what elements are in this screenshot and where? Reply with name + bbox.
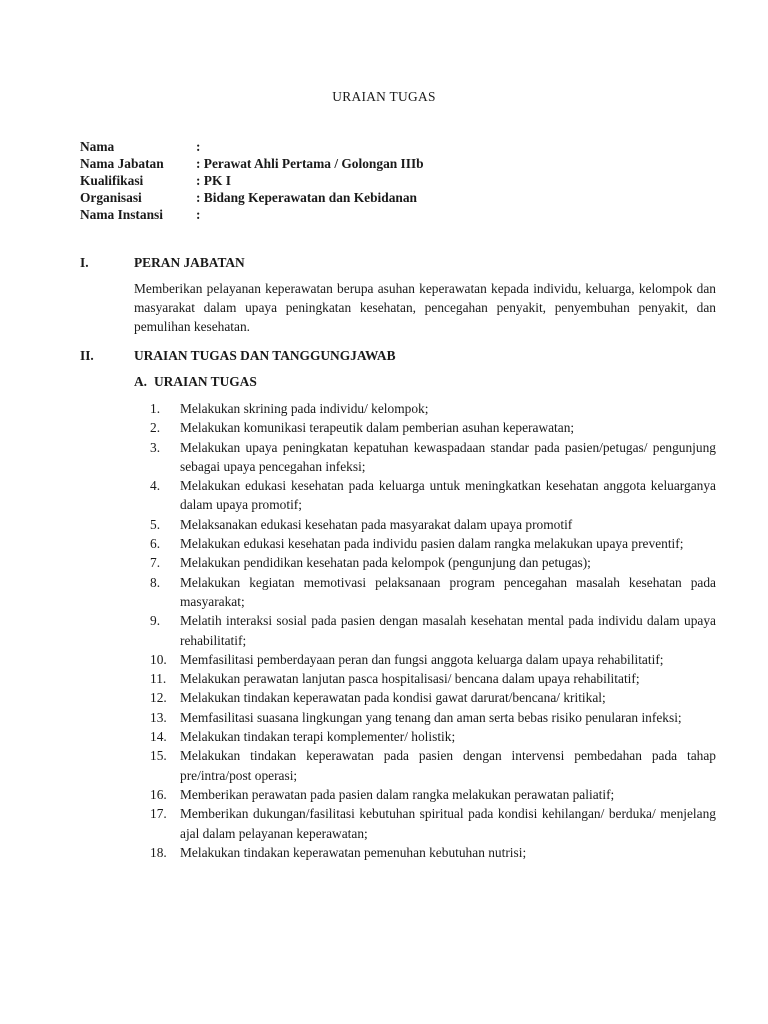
list-item-text: Memberikan dukungan/fasilitasi kebutuhan spiritual pada kondisi kehilangan/ berduka/ menjelang ajal dalam pelayanan keperawatan; [180,806,716,841]
info-value: : PK I [196,173,231,188]
list-item [150,727,716,746]
info-row-nama-instansi [80,206,424,223]
sub-heading-title: URAIAN TUGAS [154,374,257,389]
info-value: : [196,207,201,222]
list-item-number: 2. [150,420,161,436]
list-item-number: 11. [150,671,167,687]
list-item [150,515,716,534]
peran-jabatan-paragraph: Memberikan pelayanan keperawatan berupa asuhan keperawatan kepada individu, keluarga, kelompok dan masyarakat dalam upaya peningkatan kesehatan, pencegahan penyakit, penyembuhan penyakit, dan pemulihan kesehatan. [134,281,716,334]
list-item [150,534,716,553]
list-item-number: 17. [150,806,167,822]
task-list [150,399,716,862]
list-item-number: 14. [150,729,167,745]
list-item-text: Melakukan skrining pada individu/ kelompok; [180,401,429,416]
section-number: II. [80,348,94,363]
list-item-text: Melakukan tindakan keperawatan pada pasien dengan intervensi pembedahan pada tahap pre/intra/post operasi; [180,748,716,783]
list-item-number: 8. [150,574,161,590]
list-item-text: Melakukan upaya peningkatan kepatuhan kewaspadaan standar pada pasien/petugas/ pengunjung sebagai upaya pencegahan infeksi; [180,439,716,474]
info-row-nama-jabatan [80,155,424,172]
list-item-text: Melakukan tindakan keperawatan pemenuhan kebutuhan nutrisi; [180,844,527,860]
list-item-text: Melakukan kegiatan memotivasi pelaksanaan program pencegahan masalah kesehatan pada masyarakat; [180,574,716,609]
list-item [150,669,716,688]
list-item-number: 12. [150,690,167,706]
list-item-text: Melakukan perawatan lanjutan pasca hospitalisasi/ bencana dalam upaya rehabilitatif; [180,671,640,687]
list-item-number: 3. [150,439,161,455]
info-label: Organisasi [80,190,142,205]
list-item [150,650,716,669]
list-item-text: Melakukan komunikasi terapeutik dalam pemberian asuhan keperawatan; [180,420,575,436]
info-label: Nama Instansi [80,207,163,222]
list-item-text: Melakukan edukasi kesehatan pada keluarga untuk meningkatkan kesehatan anggota keluarganya dalam upaya promotif; [180,478,716,513]
info-row-organisasi [80,189,424,206]
list-item [150,438,716,477]
list-item-number: 13. [150,709,167,725]
sub-heading-letter: A. [134,374,148,389]
sub-heading-uraian-tugas [134,373,257,392]
list-item-number: 15. [150,748,167,764]
list-item-number: 6. [150,536,161,552]
list-item [150,418,716,437]
section-title: URAIAN TUGAS DAN TANGGUNGJAWAB [134,348,396,363]
list-item-number: 10. [150,651,167,667]
list-item [150,476,716,515]
section-number: I. [80,255,89,270]
list-item-number: 5. [150,516,161,532]
info-label: Nama Jabatan [80,156,164,171]
list-item-text: Melakukan edukasi kesehatan pada individu pasien dalam rangka melakukan upaya preventif; [180,536,684,552]
list-item [150,573,716,612]
list-item [150,804,716,843]
list-item [150,843,716,862]
info-value: : [196,139,201,154]
list-item-number: 4. [150,478,161,494]
list-item [150,708,716,727]
list-item-text: Melaksanakan edukasi kesehatan pada masyarakat dalam upaya promotif [180,516,573,532]
list-item [150,399,716,418]
info-block [80,138,424,223]
list-item [150,553,716,572]
list-item [150,746,716,785]
document-title: URAIAN TUGAS [332,89,436,104]
info-row-nama [80,138,424,155]
info-value: : Bidang Keperawatan dan Kebidanan [196,190,417,205]
list-item-number: 7. [150,555,161,571]
list-item-text: Memfasilitasi suasana lingkungan yang tenang dan aman serta bebas risiko penularan infeksi; [180,709,682,725]
section-heading-uraian-tugas [80,347,396,366]
list-item-number: 9. [150,613,161,629]
list-item-text: Memfasilitasi pemberdayaan peran dan fungsi anggota keluarga dalam upaya rehabilitatif; [180,651,664,667]
list-item-number: 16. [150,786,167,802]
list-item-text: Melakukan pendidikan kesehatan pada kelompok (pengunjung dan petugas); [180,555,591,571]
list-item-text: Melatih interaksi sosial pada pasien dengan masalah kesehatan mental pada individu dalam upaya rehabilitatif; [180,613,716,648]
info-row-kualifikasi [80,172,424,189]
list-item-number: 18. [150,844,167,860]
list-item-text: Memberikan perawatan pada pasien dalam rangka melakukan perawatan paliatif; [180,786,615,802]
info-value: : Perawat Ahli Pertama / Golongan IIIb [196,156,424,171]
info-label: Kualifikasi [80,173,144,188]
list-item [150,688,716,707]
list-item-text: Melakukan tindakan terapi komplementer/ holistik; [180,729,456,745]
list-item-text: Melakukan tindakan keperawatan pada kondisi gawat darurat/bencana/ kritikal; [180,690,606,706]
section-title: PERAN JABATAN [134,255,245,270]
section-heading-peran-jabatan [80,254,245,273]
list-item-number: 1. [150,401,161,416]
list-item [150,785,716,804]
info-label: Nama [80,139,115,154]
list-item [150,611,716,650]
